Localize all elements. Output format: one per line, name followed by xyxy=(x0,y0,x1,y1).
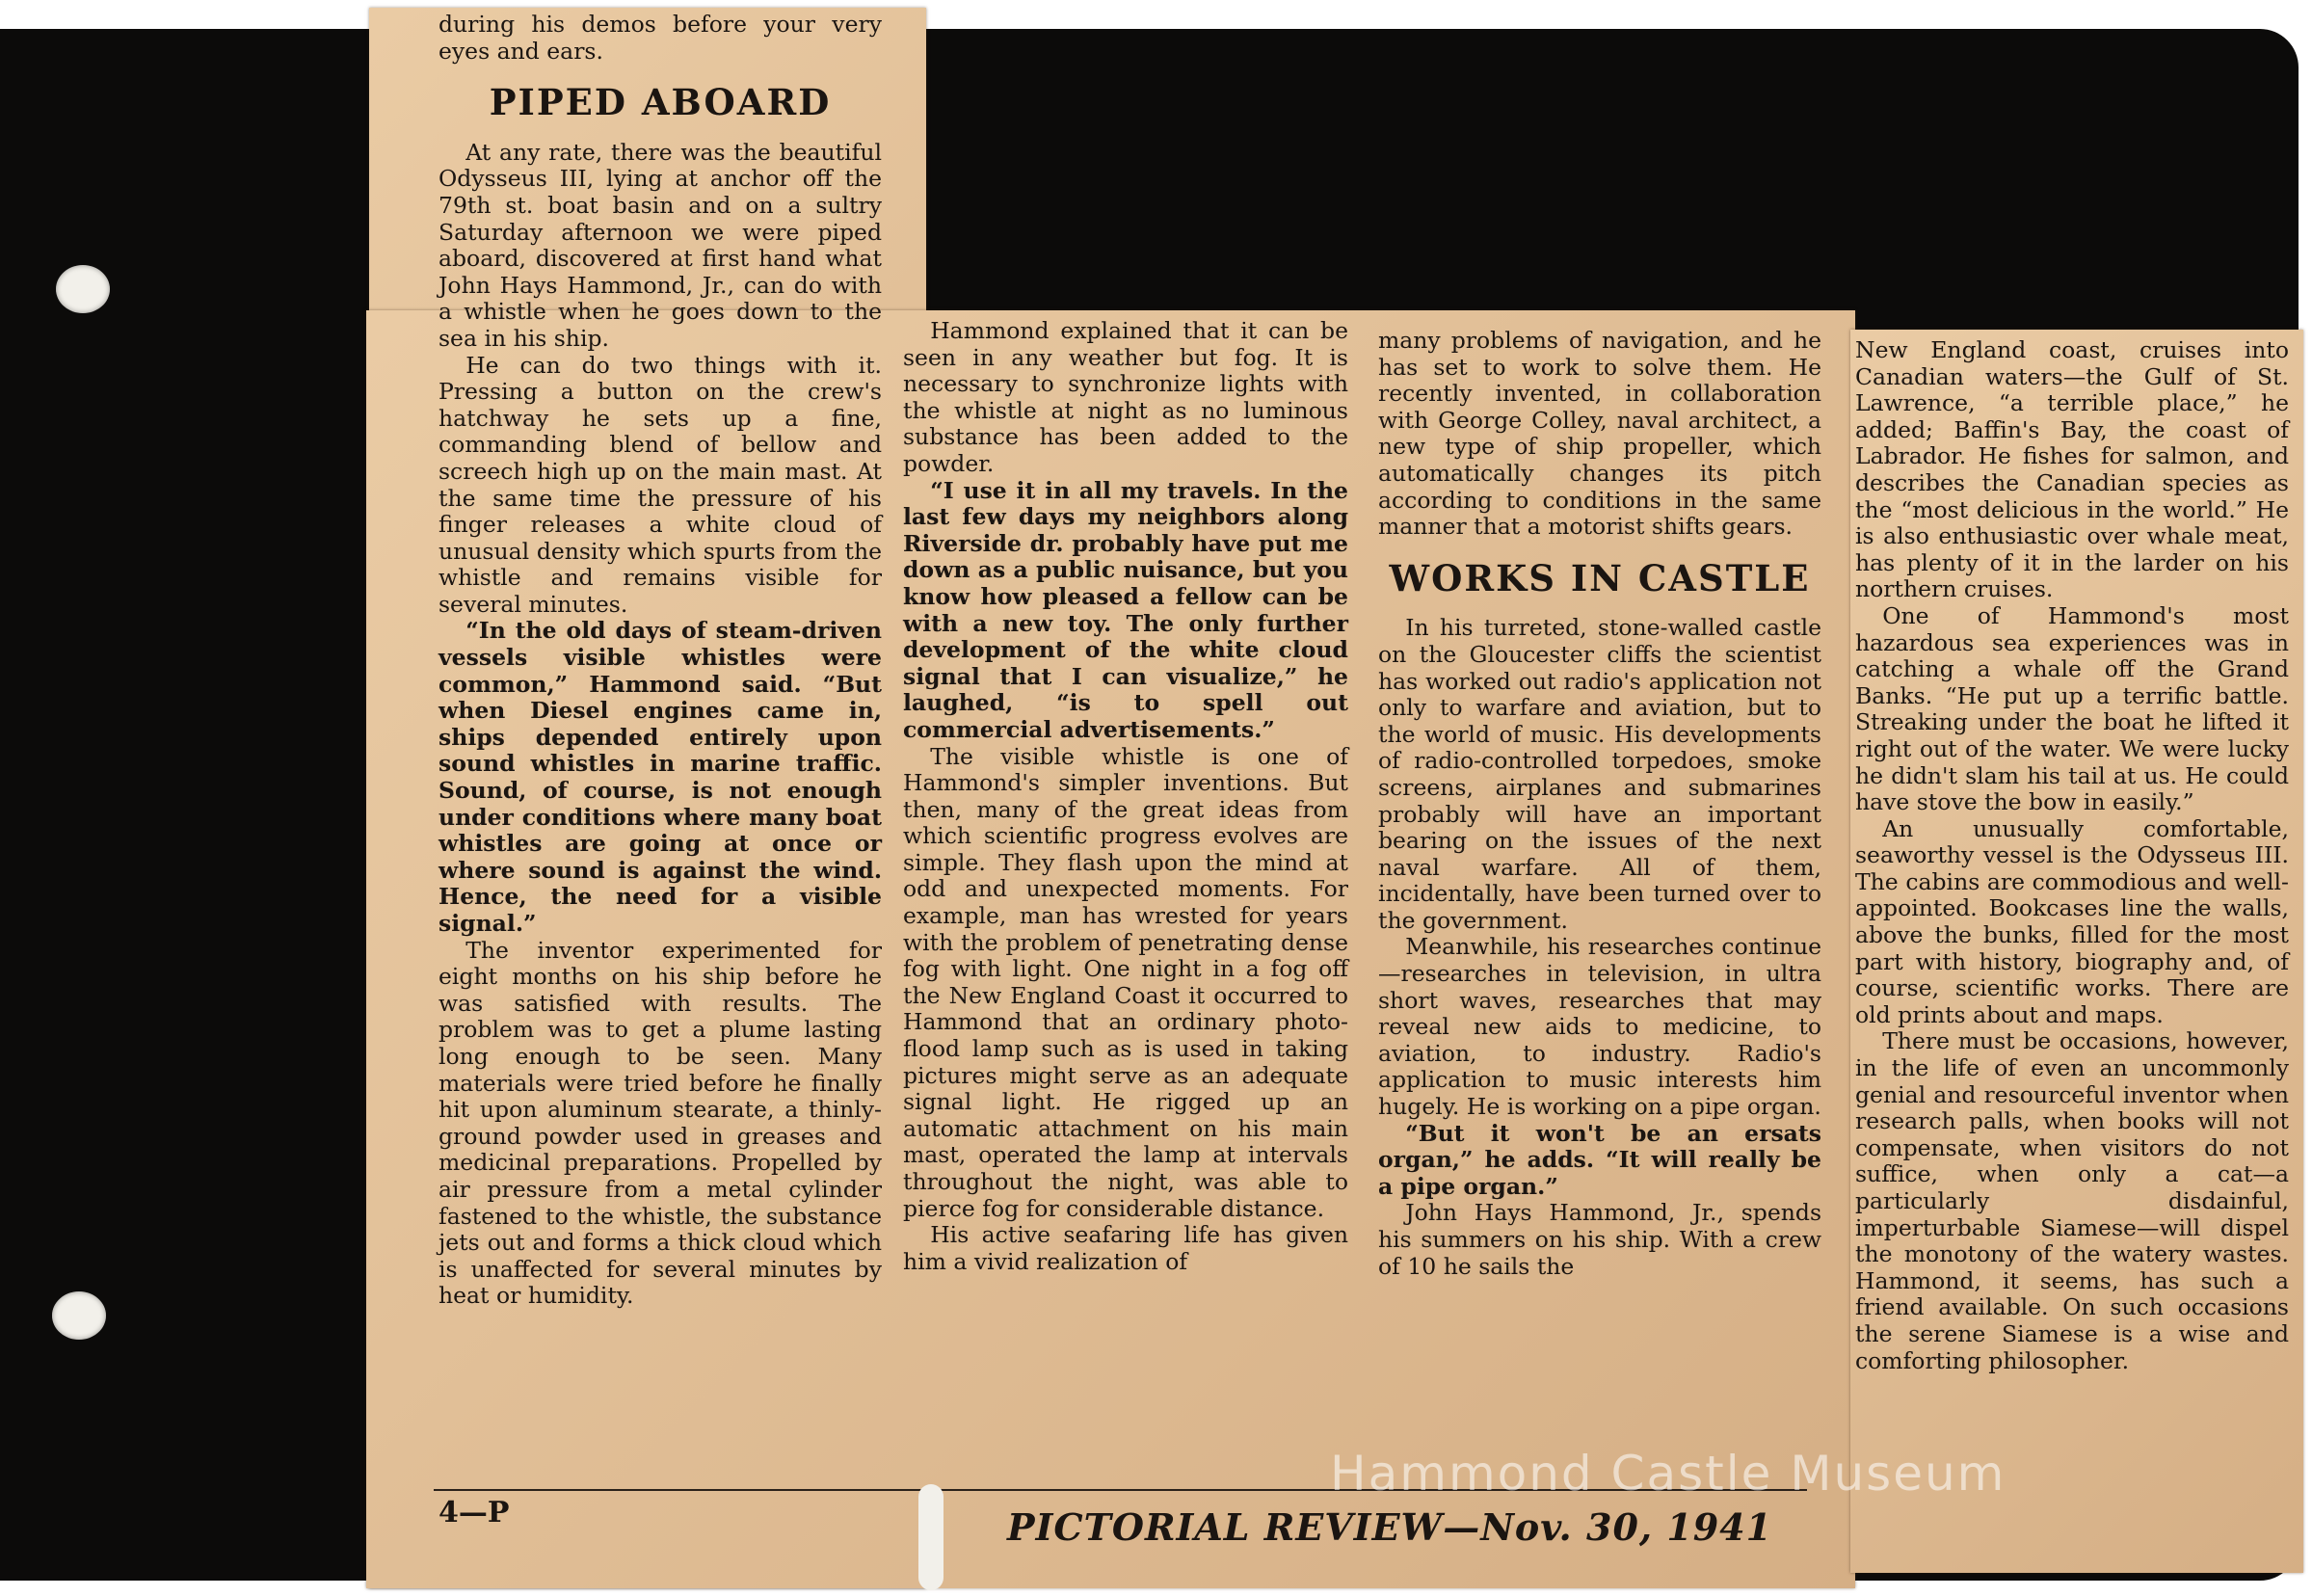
paragraph: The visible whistle is one of Hammond's simpler inventions. But then, many of the great ideas from which scientific progress evolves are simple. They flash upon the mind at odd and unexpected moments. For example, man has wrested for years with the problem of penetrating dense fog with light. One night in a fog off the New England Coast it occurred to Hammond that an ordinary photo-flood lamp such as is used in taking pictures might serve as an adequate signal light. He rigged up an automatic attachment on his main mast, operated the lamp at intervals throughout the night, was able to pierce fog for considerable distance. xyxy=(903,742,1348,1222)
paragraph-quote: “But it won't be an ersats organ,” he adds. “It will really be a pipe organ.” xyxy=(1378,1119,1821,1200)
clipping-tear xyxy=(918,1484,943,1590)
paragraph: Hammond explained that it can be seen in any weather but fog. It is necessary to synchronize lights with the whistle at night as no luminous substance has been added to the powder. xyxy=(903,317,1348,477)
article-column-3 xyxy=(1378,328,1821,1280)
paragraph-quote: “In the old days of steam-driven vessels visible whistles were common,” Hammond said. “But when Diesel engines came in, ships depended entirely upon sound whistles in marine traffic. Sound, of course, is not enough under conditions where many boat whistles are going at once or where sound is against the wind. Hence, the need for a visible signal.” xyxy=(438,617,882,937)
article-fragment: during his demos before your very eyes and ears. xyxy=(438,11,882,65)
paragraph: New England coast, cruises into Canadian waters—the Gulf of St. Lawrence, “a terrible place,” he added; Baffin's Bay, the coast of Labrador. He fishes for salmon, and describes the Canadian species as the “most delicious in the world.” He is also enthusiastic over whale meat, has plenty of it in the larder on his northern cruises. xyxy=(1855,336,2289,603)
paragraph: One of Hammond's most hazardous sea experiences was in catching a whale off the Grand Banks. “He put up a terrific battle. Streaking under the boat he lifted it right out of the water. We were lucky he didn't slam his tail at us. He could have stove the bow in easily.” xyxy=(1855,601,2289,816)
paragraph: His active seafaring life has given him a vivid realization of xyxy=(903,1221,1348,1275)
publication-title: PICTORIAL REVIEW—Nov. 30, 1941 xyxy=(1007,1505,1773,1549)
paragraph: many problems of navigation, and he has set to work to solve them. He recently invented, in collaboration with George Colley, naval architect, a new type of ship propeller, which automatically changes its pitch according to conditions in the same manner that a motorist shifts gears. xyxy=(1378,327,1821,541)
paragraph-quote: “I use it in all my travels. In the last few days my neighbors along Riverside dr. probably have put me down as a public nuisance, but you know how pleased a fellow can be with a new toy. The only further development of the white cloud signal that I can visualize,” he laughed, “is to spell out commercial advertisements.” xyxy=(903,476,1348,743)
paragraph: Meanwhile, his researches continue—researches in television, in ultra short waves, researches that may reveal new aids to medicine, to aviation, to industry. Radio's application to music interests him hugely. He is working on a pipe organ. xyxy=(1378,933,1821,1121)
article-column-2 xyxy=(903,318,1348,1275)
heading-piped-aboard: PIPED ABOARD xyxy=(489,81,832,124)
binder-hole-bottom xyxy=(52,1291,106,1340)
paragraph: The inventor experimented for eight months on his ship before he was satisfied with results. The problem was to get a plume lasting long enough to be seen. Many materials were tried before he finally hit upon aluminum stearate, a thinly-ground powder used in greases and medicinal preparations. Propelled by air pressure from a metal cylinder fastened to the whistle, the substance jets out and forms a thick cloud which is unaffected for several minutes by heat or humidity. xyxy=(438,936,882,1310)
museum-watermark: Hammond Castle Museum xyxy=(1330,1446,2006,1502)
paragraph: There must be occasions, however, in the life of even an uncommonly genial and resourceful inventor when research palls, when books will not compensate, when visitors do not suffice, when only a cat—a particularly disdainful, imperturbable Siamese—will dispel the monotony of the watery wastes. Hammond, it seems, has such a friend available. On such occasions the serene Siamese is a wise and comforting philosopher. xyxy=(1855,1027,2289,1374)
article-column-4 xyxy=(1855,337,2289,1374)
paragraph: An unusually comfortable, seaworthy vessel is the Odysseus III. The cabins are commodious and well-appointed. Bookcases line the walls, above the bunks, filled for the most part with history, biography and, of course, scientific works. There are old prints about and maps. xyxy=(1855,814,2289,1028)
paragraph: In his turreted, stone-walled castle on the Gloucester cliffs the scientist has worked out radio's application not only to warfare and aviation, but to the world of music. His developments of radio-controlled torpedoes, smoke screens, airplanes and submarines probably will have an important bearing on the issues of the next naval warfare. All of them, incidentally, have been turned over to the government. xyxy=(1378,614,1821,934)
heading-works-in-castle: WORKS IN CASTLE xyxy=(1389,556,1811,599)
paragraph: At any rate, there was the beautiful Odysseus III, lying at anchor off the 79th st. boat basin and on a sultry Saturday afternoon we were piped aboard, discovered at first hand what John Hays Hammond, Jr., can do with a whistle when he goes down to the sea in his ship. xyxy=(438,138,882,352)
paragraph: He can do two things with it. Pressing a button on the crew's hatchway he sets up a fine, commanding blend of bellow and screech high up on the main mast. At the same time the pressure of his finger releases a white cloud of unusual density which spurts from the whistle and remains visible for several minutes. xyxy=(438,351,882,618)
page-number: 4—P xyxy=(438,1496,510,1530)
article-column-1 xyxy=(438,12,882,1310)
binder-hole-top xyxy=(56,265,110,313)
paragraph: John Hays Hammond, Jr., spends his summers on his ship. With a crew of 10 he sails the xyxy=(1378,1199,1821,1280)
